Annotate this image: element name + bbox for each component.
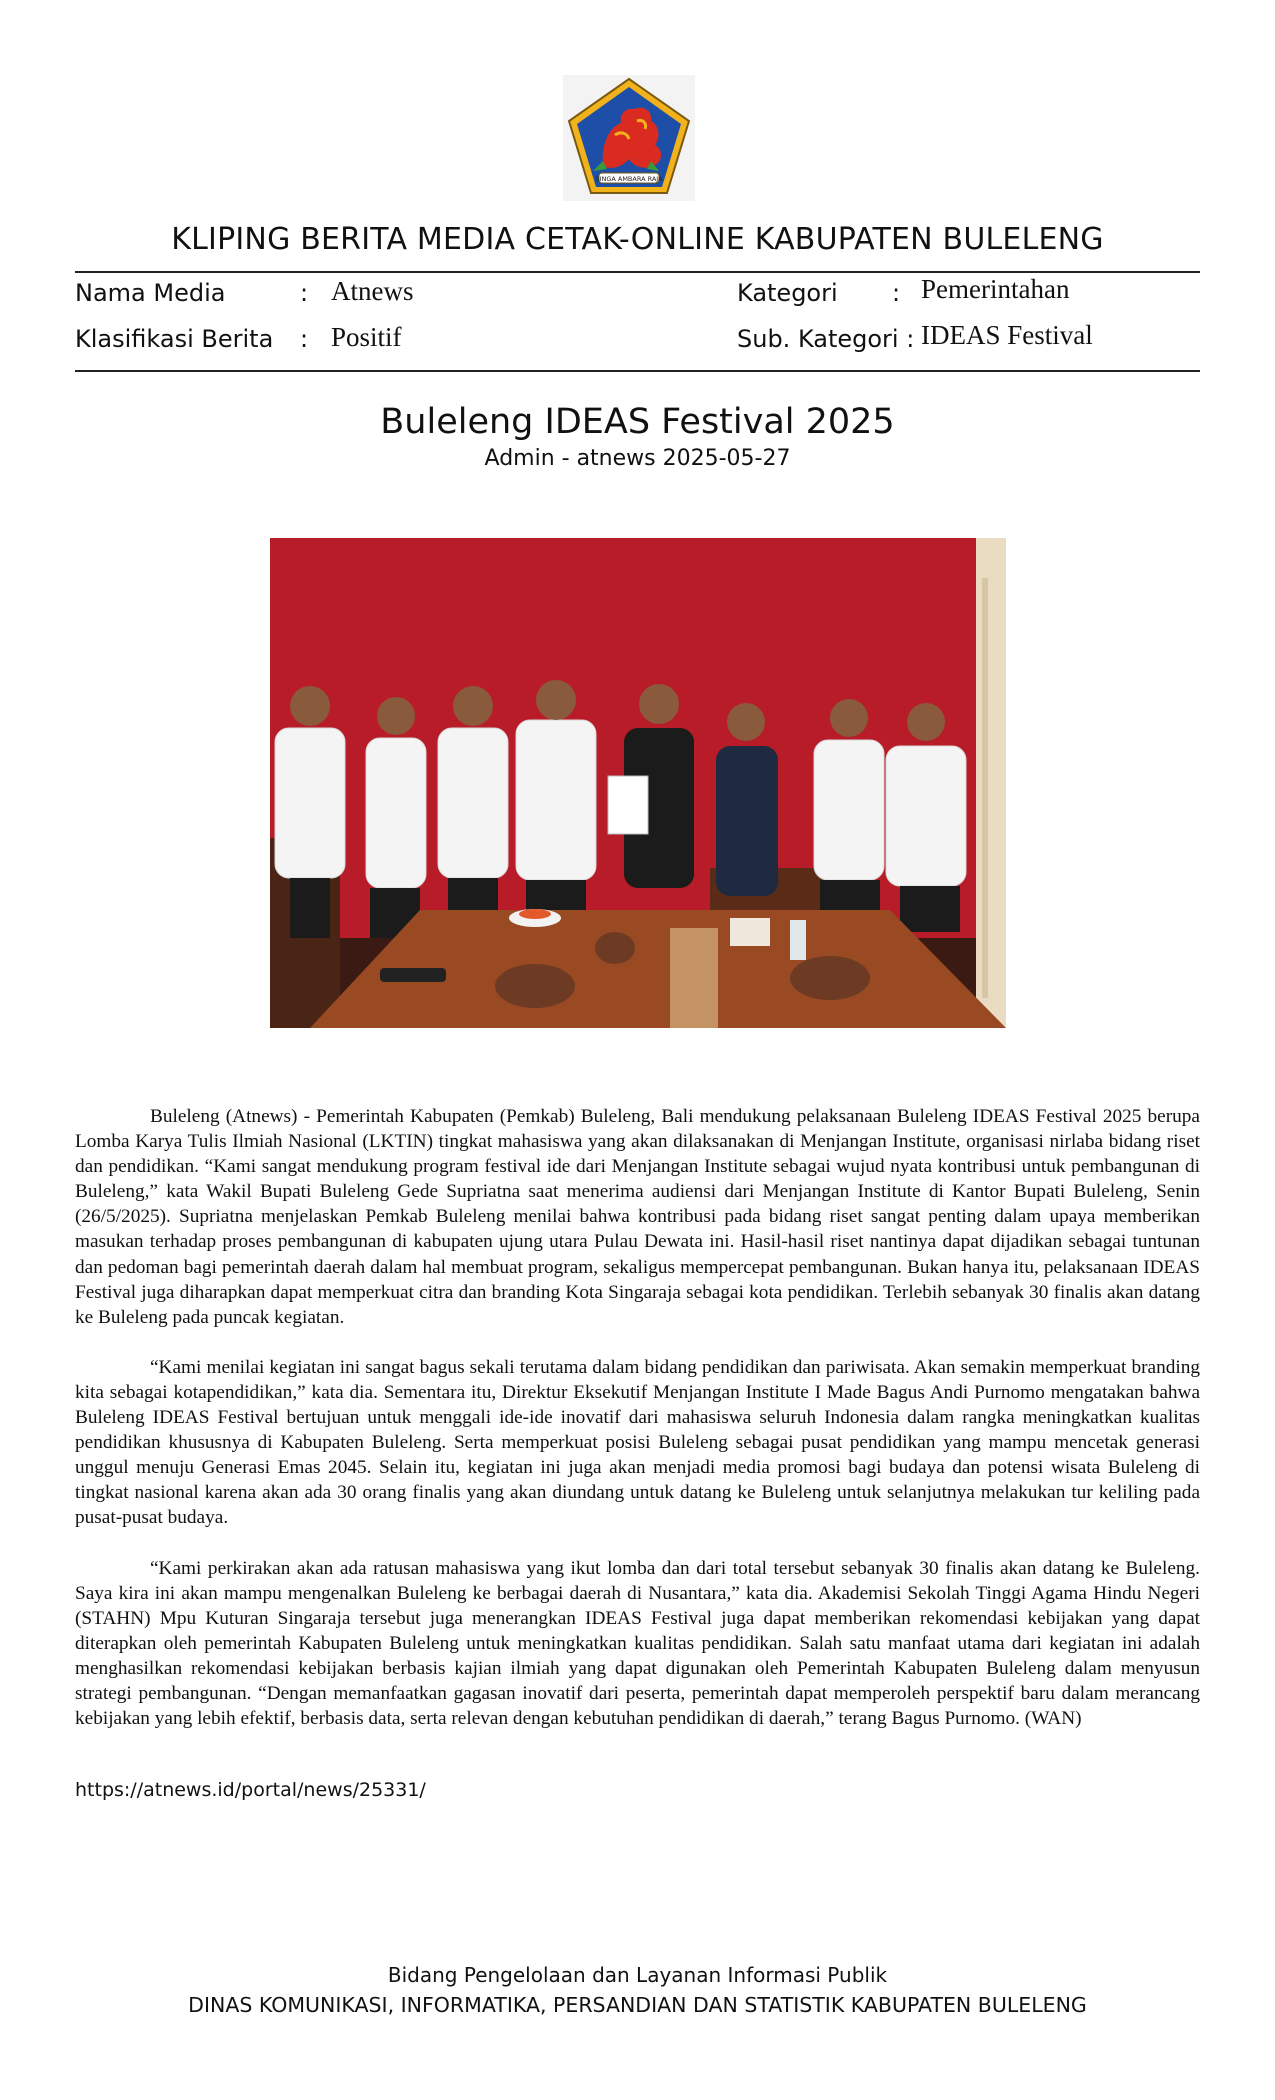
source-url-link[interactable]: https://atnews.id/portal/news/25331/ [75, 1779, 426, 1801]
category-colon: : [892, 279, 901, 307]
article-byline: Admin - atnews 2025-05-27 [484, 446, 791, 471]
media-value: Atnews [331, 276, 414, 306]
article-title: Buleleng IDEAS Festival 2025 [380, 402, 895, 442]
subcategory-value: IDEAS Festival [921, 320, 1093, 350]
subcategory-label: Sub. Kategori : [737, 325, 915, 353]
bottom-divider [75, 370, 1200, 372]
article-paragraph-1: Buleleng (Atnews) - Pemerintah Kabupaten (Pemkab) Buleleng, Bali mendukung pelaksanaan Buleleng IDEAS Festival 2025 berupa Lomba Karya Tulis Ilmiah Nasional (LKTIN) tingkat mahasiswa yang akan dilaksanakan di Menjangan Institute, organisasi nirlaba bidang riset dan pendidikan. “Kami sangat mendukung program festival ide dari Menjangan Institute sebagai wujud nyata kontribusi untuk pembangunan di Buleleng,” kata Wakil Bupati Buleleng Gede Supriatna saat menerima audiensi dari Menjangan Institute di Kantor Bupati Buleleng, Senin (26/5/2025). Supriatna menjelaskan Pemkab Buleleng menilai bahwa kontribusi pada bidang riset sangat penting dalam upaya memberikan masukan terhadap proses pembangunan di kabupaten ujung utara Pulau Dewata ini. Hasil-hasil riset nantinya dapat dijadikan sebagai tuntunan dan pedoman bagi pemerintah daerah dalam hal membuat program, sekaligus mempercepat pembangunan. Bukan hanya itu, pelaksanaan IDEAS Festival juga diharapkan dapat memperkuat citra dan branding Kota Singaraja sebagai kota pendidikan. Terlebih sebanyak 30 finalis akan datang ke Buleleng pada puncak kegiatan. [75, 1106, 1200, 1328]
classification-value: Positif [331, 322, 402, 352]
category-value: Pemerintahan [921, 274, 1070, 304]
article-paragraph-3: “Kami perkirakan akan ada ratusan mahasiswa yang ikut lomba dan dari total tersebut sebanyak 30 finalis akan datang ke Buleleng. Saya kira ini akan mampu mengenalkan Buleleng ke berbagai daerah di Nusantara,” kata dia. Akademisi Sekolah Tinggi Agama Hindu Negeri (STAHN) Mpu Kuturan Singaraja tersebut juga menerangkan IDEAS Festival juga dapat memberikan rekomendasi kebijakan yang dapat diterapkan oleh pemerintah Kabupaten Buleleng untuk meningkatkan kualitas pendidikan. Salah satu manfaat utama dari kegiatan ini adalah menghasilkan rekomendasi kebijakan berbasis kajian ilmiah yang dapat digunakan oleh Pemerintah Kabupaten Buleleng dalam menyusun strategi pembangunan. “Dengan memanfaatkan gagasan inovatif dari peserta, pemerintah dapat memperoleh perspektif baru dalam merancang kebijakan yang lebih efektif, berbasis data, serta relevan dengan kebutuhan pendidikan di daerah,” terang Bagus Purnomo. (WAN) [75, 1557, 1200, 1730]
category-label: Kategori [737, 279, 838, 307]
top-divider [75, 271, 1200, 273]
classification-label: Klasifikasi Berita [75, 325, 274, 353]
buleleng-regency-logo [563, 75, 695, 201]
logo-motto: SINGA AMBARA RAJA [595, 175, 663, 183]
article-photo [270, 538, 1006, 1028]
footer-agency: DINAS KOMUNIKASI, INFORMATIKA, PERSANDIAN DAN STATISTIK KABUPATEN BULELENG [188, 1993, 1087, 2017]
footer-department: Bidang Pengelolaan dan Layanan Informasi Publik [387, 1963, 888, 1987]
classification-colon: : [300, 325, 309, 353]
article-body [75, 1104, 1200, 1756]
media-colon: : [300, 279, 309, 307]
media-label: Nama Media [75, 279, 226, 307]
article-paragraph-2: “Kami menilai kegiatan ini sangat bagus sekali terutama dalam bidang pendidikan dan pariwisata. Akan semakin memperkuat branding kita sebagai kotapendidikan,” kata dia. Sementara itu, Direktur Eksekutif Menjangan Institute I Made Bagus Andi Purnomo mengatakan bahwa Buleleng IDEAS Festival bertujuan untuk menggali ide-ide inovatif dari mahasiswa seluruh Indonesia dalam rangka meningkatkan kualitas pendidikan khususnya di Kabupaten Buleleng. Serta memperkuat posisi Buleleng sebagai pusat pendidikan yang mampu mencetak generasi unggul menuju Generasi Emas 2045. Selain itu, kegiatan ini juga akan menjadi media promosi bagi budaya dan potensi wisata Buleleng di tingkat nasional karena akan ada 30 orang finalis yang akan diundang untuk datang ke Buleleng untuk selanjutnya melakukan tur keliling pada pusat-pusat budaya. [75, 1356, 1200, 1529]
kliping-title: KLIPING BERITA MEDIA CETAK-ONLINE KABUPATEN BULELENG [171, 222, 1104, 257]
